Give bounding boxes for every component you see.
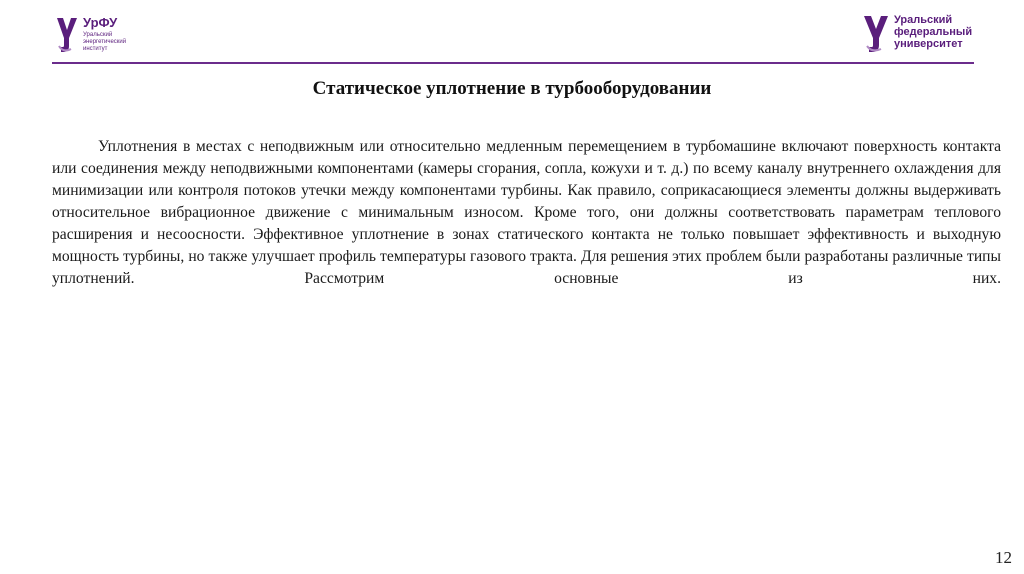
slide-title: Статическое уплотнение в турбооборудовании — [312, 78, 712, 99]
urfu-y-logo-icon — [862, 14, 890, 54]
logo-left-subtitle-line: энергетический — [83, 39, 127, 45]
urfu-y-logo-icon — [55, 16, 79, 54]
page-number: 12 — [995, 548, 1012, 567]
slide-body-text: Уплотнения в местах с неподвижным или относительно медленным перемещением в турбомашине включают поверхность контакта или соединения между неподвижными компонентами (камеры сгорания, сопла, кожухи и т. д.) по всему каналу внутреннего охлаждения для минимизации или контроля потоков утечки между компонентами турбины. Как правило, соприкасающиеся элементы должны выдерживать относительное вибрационное движение с минимальным износом. Кроме того, они должны соответствовать параметрам теплового расширения и несоосности. Эффективное уплотнение в зонах статического контакта не только повышает эффективность и выходную мощность турбины, но также улучшает профиль температуры газового тракта. Для решения этих проблем были разработаны различные типы уплотнений. Рассмотрим основные из них. — [52, 138, 1001, 287]
logo-left-subtitle-line: Уральский — [83, 32, 113, 38]
logo-right-line: федеральный — [894, 26, 973, 38]
logo-right-line: университет — [894, 38, 963, 50]
header-divider — [52, 62, 974, 64]
urfu-university-logo — [862, 14, 972, 54]
logo-left-title: УрФУ — [83, 15, 118, 30]
urfu-institute-logo — [55, 16, 126, 54]
logo-left-subtitle-line: институт — [83, 46, 108, 52]
logo-right-line: Уральский — [894, 14, 953, 26]
